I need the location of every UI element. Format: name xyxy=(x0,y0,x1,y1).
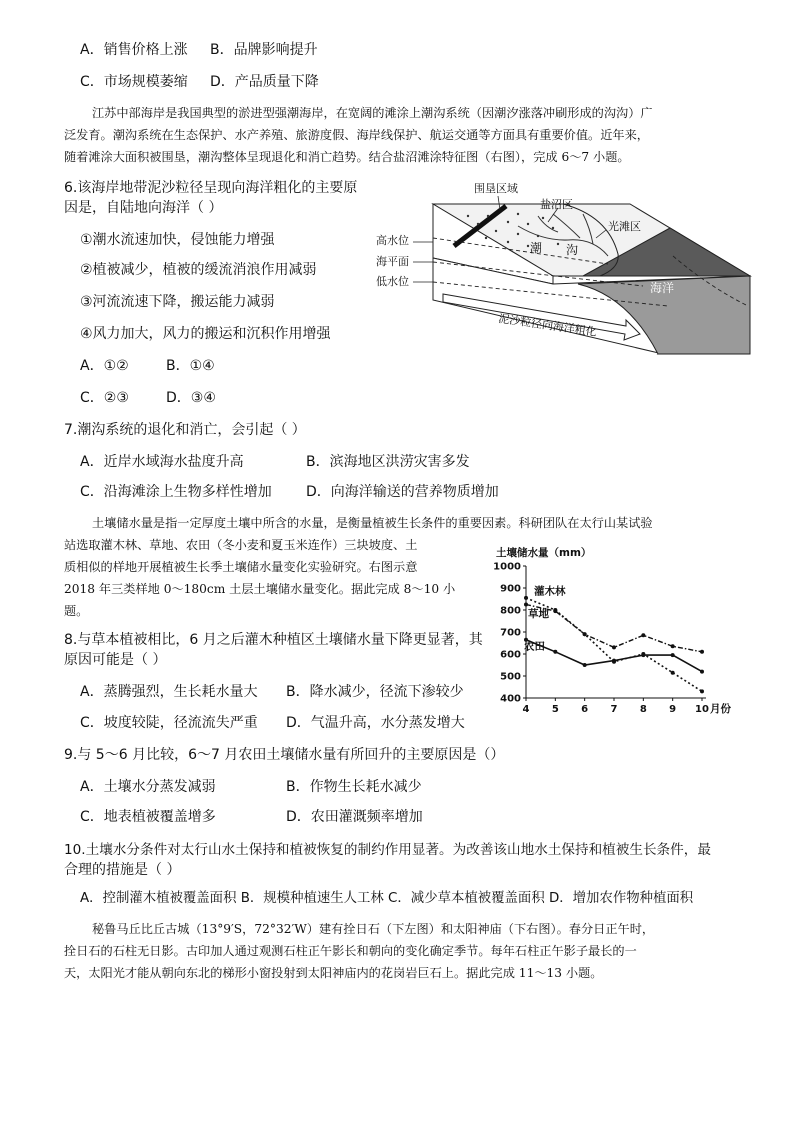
q8-option-d: D．气温升高，水分蒸发增大 xyxy=(286,715,465,731)
passage-line: 江苏中部海岸是我国典型的淤进型强潮海岸，在宽阔的滩涂上潮沟系统（因潮汐涨落冲刷形成的沟沟）广 xyxy=(92,106,653,120)
passage-line: 题。 xyxy=(64,604,89,618)
q8-option-a: A．蒸腾强烈，生长耗水量大 xyxy=(80,684,258,700)
data-point xyxy=(700,689,704,693)
q6-option-a: A．①② xyxy=(80,358,129,374)
y-tick-label: 700 xyxy=(500,627,521,639)
x-tick-label: 7 xyxy=(610,704,618,715)
data-point xyxy=(700,670,704,674)
y-tick-label: 1000 xyxy=(493,561,521,573)
q8-option-b: B．降水减少，径流下渗较少 xyxy=(286,684,464,700)
q8-option-c: C．坡度较陡，径流流失严重 xyxy=(80,715,258,731)
x-tick-label: 6 xyxy=(581,704,589,715)
label-gou: 沟 xyxy=(566,243,579,257)
passage-line: 秘鲁马丘比丘古城（13°9′S，72°32′W）建有拴日石（下左图）和太阳神庙（下右图）。春分日正午时， xyxy=(92,922,655,936)
q7-option-c: C．沿海滩涂上生物多样性增加 xyxy=(80,484,272,500)
x-tick-label: 8 xyxy=(639,704,647,715)
x-tick-label: 9 xyxy=(669,704,677,715)
series-label: 草地 xyxy=(528,608,549,621)
q6-option-b: B．①④ xyxy=(166,358,215,374)
q6-option-c: C．②③ xyxy=(80,390,129,406)
x-tick-label: 5 xyxy=(551,704,559,715)
q10-stem-line2: 合理的措施是（ ） xyxy=(64,862,181,878)
passage-line: 2018 年三类样地 0～180cm 土层土壤储水量变化。据此完成 8～10 小 xyxy=(64,582,456,596)
q5-option-c: C．市场规模萎缩 xyxy=(80,74,188,90)
data-point xyxy=(583,663,587,667)
q8-stem-line2: 原因可能是（ ） xyxy=(64,652,167,668)
label-ocean: 海洋 xyxy=(650,281,675,295)
data-point xyxy=(612,645,616,649)
q5-option-d: D．产品质量下降 xyxy=(210,74,319,90)
data-point xyxy=(524,596,528,600)
q6-item-1: ①潮水流速加快，侵蚀能力增强 xyxy=(80,232,275,248)
passage-line: 拴日石的石柱无日影。古印加人通过观测石柱正午影长和朝向的变化确定季节。每年石柱正午影子最长的一 xyxy=(64,944,637,958)
y-tick-label: 600 xyxy=(500,649,521,661)
data-point xyxy=(641,653,645,657)
data-point xyxy=(612,659,616,663)
label-yanzhao: 盐沼区 xyxy=(540,198,573,211)
q6-stem-line1: 6.该海岸地带泥沙粒径呈现向海洋粗化的主要原 xyxy=(64,180,358,196)
q7-option-d: D．向海洋输送的营养物质增加 xyxy=(306,484,499,500)
passage-line: 质相似的样地开展植被生长季土壤储水量变化实验研究。右图示意 xyxy=(64,560,418,574)
label-grain-arrow: 泥沙粒径向海洋粗化 xyxy=(497,312,598,339)
data-point xyxy=(641,633,645,637)
data-point xyxy=(553,609,557,613)
x-axis-label: 月份 xyxy=(710,703,731,715)
passage-line: 土壤储水量是指一定厚度土壤中所含的水量，是衡量植被生长条件的重要因素。科研团队在太行山某试验 xyxy=(92,516,653,530)
label-weikun: 围垦区域 xyxy=(474,182,518,195)
q7-option-b: B．滨海地区洪涝灾害多发 xyxy=(306,454,470,470)
series-label: 农田 xyxy=(524,640,545,653)
y-axis-label: 土壤储水量（mm） xyxy=(496,547,592,559)
y-tick-label: 900 xyxy=(500,583,521,595)
passage-line: 随着滩涂大面积被围垦，潮沟整体呈现退化和消亡趋势。结合盐沼滩涂特征图（右图），完成 6～7 小题。 xyxy=(64,150,630,164)
x-tick-label: 10 xyxy=(695,704,709,715)
series-label: 灌木林 xyxy=(534,585,566,598)
q9-option-a: A．土壤水分蒸发减弱 xyxy=(80,779,216,795)
y-tick-label: 500 xyxy=(500,671,521,683)
y-tick-label: 800 xyxy=(500,605,521,617)
passage-line: 泛发育。潮沟系统在生态保护、水产养殖、旅游度假、海岸线保护、航运交通等方面具有重要价值。近年来， xyxy=(64,128,649,142)
q8-stem-line1: 8.与草本植被相比，6 月之后灌木种植区土壤储水量下降更显著，其 xyxy=(64,632,483,648)
q6-item-3: ③河流流速下降，搬运能力减弱 xyxy=(80,294,275,310)
passage-line: 站选取灌木林、草地、农田（冬小麦和夏玉米连作）三块坡度、土 xyxy=(64,538,418,552)
label-sea-level: 海平面 xyxy=(376,255,409,268)
data-point xyxy=(553,650,557,654)
q9-stem: 9.与 5～6 月比较，6～7 月农田土壤储水量有所回升的主要原因是（） xyxy=(64,747,505,763)
x-tick-label: 4 xyxy=(522,704,530,715)
q10-options: A．控制灌木植被覆盖面积 B．规模种植速生人工林 C．减少草本植被覆盖面积 D．增加农作物种植面积 xyxy=(80,891,694,906)
series-line-0 xyxy=(526,598,702,692)
series-line-1 xyxy=(526,605,702,652)
q6-item-4: ④风力加大，风力的搬运和沉积作用增强 xyxy=(80,326,331,342)
q6-stem-line2: 因是，自陆地向海洋（ ） xyxy=(64,200,223,216)
label-guangtan: 光滩区 xyxy=(608,220,641,233)
q6-option-d: D．③④ xyxy=(166,390,216,406)
label-low-water: 低水位 xyxy=(376,275,409,288)
q5-option-b: B．品牌影响提升 xyxy=(210,42,318,58)
y-tick-label: 400 xyxy=(500,693,521,705)
data-point xyxy=(700,650,704,654)
salt-marsh-diagram xyxy=(368,176,768,366)
passage-tidal-creek xyxy=(64,102,653,168)
q5-option-a: A．销售价格上涨 xyxy=(80,42,188,58)
q10-stem-line1: 10.土壤水分条件对太行山水土保持和植被恢复的制约作用显著。为改善该山地水土保持和植被生长条件，最 xyxy=(64,842,711,858)
passage-machu-picchu xyxy=(64,918,654,984)
soil-water-chart xyxy=(490,544,752,716)
q9-option-d: D．农田灌溉频率增加 xyxy=(286,809,423,825)
data-point xyxy=(583,632,587,636)
q9-option-c: C．地表植被覆盖增多 xyxy=(80,809,216,825)
data-point xyxy=(524,603,528,607)
series-line-2 xyxy=(526,640,702,672)
label-chao: 潮 xyxy=(530,241,543,255)
data-point xyxy=(671,653,675,657)
q7-option-a: A．近岸水域海水盐度升高 xyxy=(80,454,244,470)
q9-option-b: B．作物生长耗水减少 xyxy=(286,779,422,795)
q6-item-2: ②植被减少，植被的缓流消浪作用减弱 xyxy=(80,262,317,278)
data-point xyxy=(671,671,675,675)
label-high-water: 高水位 xyxy=(376,234,409,247)
q7-stem: 7.潮沟系统的退化和消亡，会引起（ ） xyxy=(64,422,306,438)
passage-line: 天，太阳光才能从朝向东北的梯形小窗投射到太阳神庙内的花岗岩巨石上。据此完成 11～13 小题。 xyxy=(64,966,603,980)
data-point xyxy=(671,644,675,648)
